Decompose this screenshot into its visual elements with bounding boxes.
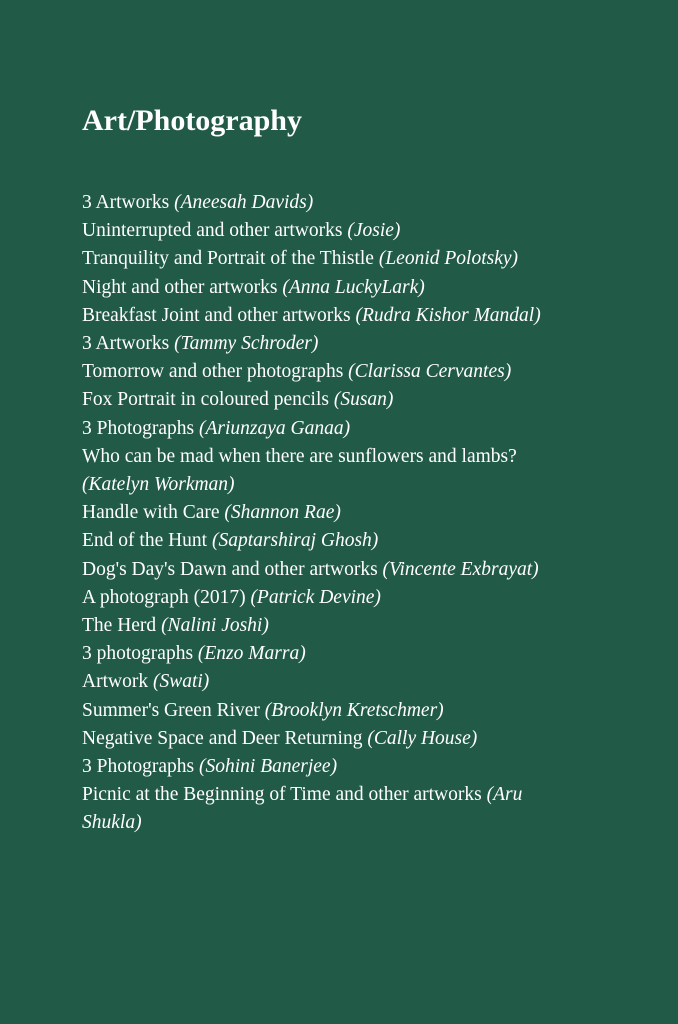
work-title: Artwork xyxy=(82,671,149,693)
list-item xyxy=(82,386,582,414)
work-title: Uninterrupted and other artworks xyxy=(82,220,343,242)
list-item xyxy=(82,443,582,499)
work-title: 3 Artworks xyxy=(82,333,170,355)
work-title: A photograph (2017) xyxy=(82,586,246,608)
author-name: (Cally House) xyxy=(367,727,478,749)
work-title: Tranquility and Portrait of the Thistle xyxy=(82,248,374,270)
author-name: (Sohini Banerjee) xyxy=(199,756,338,778)
author-name: (Susan) xyxy=(333,389,394,411)
author-name: (Swati) xyxy=(152,671,210,693)
author-name: (Nalini Joshi) xyxy=(161,615,269,637)
work-title: End of the Hunt xyxy=(82,530,208,552)
work-title: Night and other artworks xyxy=(82,276,278,298)
author-name: (Anna LuckyLark) xyxy=(282,276,425,298)
work-title: Who can be mad when there are sunflowers and lambs? xyxy=(82,445,517,467)
list-item xyxy=(82,697,582,725)
list-item xyxy=(82,330,582,358)
author-name: (Aru Shukla) xyxy=(82,784,523,834)
work-title: Fox Portrait in coloured pencils xyxy=(82,389,329,411)
list-item xyxy=(82,217,582,245)
author-name: (Brooklyn Kretschmer) xyxy=(264,699,444,721)
list-item xyxy=(82,612,582,640)
author-name: (Rudra Kishor Mandal) xyxy=(355,304,541,326)
artwork-list xyxy=(82,189,582,838)
list-item xyxy=(82,527,582,555)
list-item xyxy=(82,668,582,696)
author-name: (Josie) xyxy=(347,220,401,242)
author-name: (Aneesah Davids) xyxy=(174,192,314,213)
work-title: The Herd xyxy=(82,615,157,637)
work-title: Negative Space and Deer Returning xyxy=(82,727,363,749)
work-title: 3 Photographs xyxy=(82,417,195,439)
author-name: (Saptarshiraj Ghosh) xyxy=(211,530,379,552)
list-item xyxy=(82,415,582,443)
page-title: Art/Photography xyxy=(82,104,302,137)
author-name: (Leonid Polotsky) xyxy=(378,248,519,270)
author-name: (Ariunzaya Ganaa) xyxy=(199,417,351,439)
author-name: (Patrick Devine) xyxy=(250,586,381,608)
work-title: Summer's Green River xyxy=(82,699,260,721)
list-item xyxy=(82,499,582,527)
list-item xyxy=(82,358,582,386)
author-name: (Katelyn Workman) xyxy=(82,474,235,496)
author-name: (Tammy Schroder) xyxy=(174,333,319,355)
list-item xyxy=(82,302,582,330)
list-item xyxy=(82,189,582,217)
author-name: (Vincente Exbrayat) xyxy=(382,558,539,580)
work-title: 3 photographs xyxy=(82,643,194,665)
work-title: Tomorrow and other photographs xyxy=(82,361,344,383)
list-item xyxy=(82,640,582,668)
list-item xyxy=(82,245,582,273)
work-title: 3 Artworks xyxy=(82,192,170,213)
list-item xyxy=(82,753,582,781)
author-name: (Clarissa Cervantes) xyxy=(348,361,512,383)
author-name: (Shannon Rae) xyxy=(224,502,341,524)
list-item xyxy=(82,781,582,837)
author-name: (Enzo Marra) xyxy=(197,643,306,665)
work-title: 3 Photographs xyxy=(82,756,195,778)
work-title: Breakfast Joint and other artworks xyxy=(82,304,351,326)
list-item xyxy=(82,556,582,584)
list-item xyxy=(82,274,582,302)
list-item xyxy=(82,584,582,612)
work-title: Picnic at the Beginning of Time and other artworks xyxy=(82,784,482,806)
work-title: Handle with Care xyxy=(82,502,220,524)
list-item xyxy=(82,725,582,753)
work-title: Dog's Day's Dawn and other artworks xyxy=(82,558,378,580)
